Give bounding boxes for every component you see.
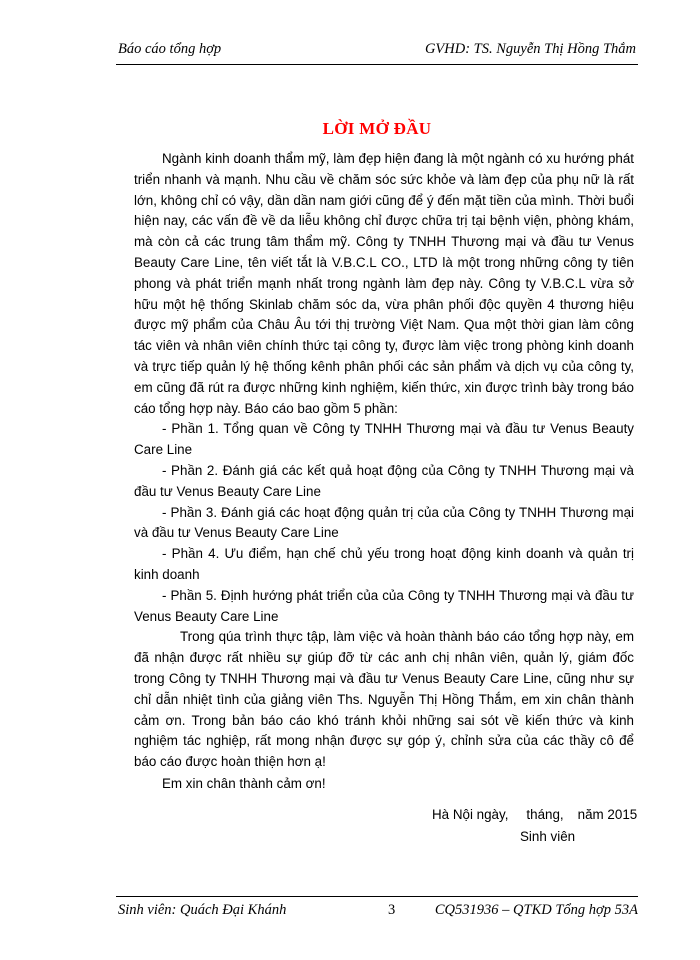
part-2: - Phần 2. Đánh giá các kết quả hoạt động của Công ty TNHH Thương mại và đầu tư Venus Beauty Care Line xyxy=(134,462,634,499)
thanks-paragraph: Trong qúa trình thực tập, làm việc và hoàn thành báo cáo tổng hợp này, em đã nhận được rất nhiều sự giúp đỡ từ các anh chị nhân viên, quản lý, giám đốc trong Công ty TNHH Thương mại và đầu tư Venus Beauty Care Line, cũng như sự chỉ dẫn nhiệt tình của giảng viên Ths. Nguyễn Thị Hồng Thắm, em xin chân thành cảm ơn. Trong bản báo cáo khó tránh khỏi những sai sót về kiến thức và kinh nghiệm tác nghiệp, rất mong nhận được sự góp ý, chỉnh sửa của các thầy cô để báo cáo được hoàn thiện hơn ạ! xyxy=(134,629,634,770)
signature-place-day: Hà Nội ngày, xyxy=(432,807,509,822)
signature-date xyxy=(432,807,637,822)
page-title: LỜI MỞ ĐẦU xyxy=(322,119,432,138)
header-divider xyxy=(116,64,638,65)
intro-paragraph: Ngành kinh doanh thẩm mỹ, làm đẹp hiện đang là một ngành có xu hướng phát triển nhanh và mạnh. Nhu cầu về chăm sóc sức khỏe và làm đẹp của phụ nữ là rất lớn, không chỉ có vậy, dần dần nam giới cũng để ý đến mặt tiền của mình. Thời buổi hiện nay, các vấn đề về da liễu không chỉ được chữa trị tại bệnh viện, phòng khám, mà còn cả các trung tâm thẩm mỹ. Công ty TNHH Thương mại và đầu tư Venus Beauty Care Line, tên viết tắt là V.B.C.L CO., LTD là một trong những công ty tiên phong và phát triển mạnh nhất trong ngành làm đẹp này. Công ty V.B.C.L vừa sở hữu một hệ thống Skinlab chăm sóc da, vừa phân phối độc quyền 4 thương hiệu được mỹ phẩm của Châu Âu tới thị trường Việt Nam. Qua một thời gian làm công tác viên và nhân viên chính thức tại công ty, được làm việc trong phòng kinh doanh và trực tiếp quản lý hệ thống kênh phân phối các sản phẩm và dịch vụ của công ty, em cũng đã rút ra được những kinh nghiệm, kiến thức, xin được trình bày trong báo cáo tổng hợp này. Báo cáo bao gồm 5 phần: xyxy=(134,151,634,416)
signature-month: tháng, xyxy=(526,807,564,822)
header-supervisor: GVHD: TS. Nguyễn Thị Hồng Thắm xyxy=(424,41,636,57)
signature-year: năm 2015 xyxy=(577,807,638,822)
part-5: - Phần 5. Định hướng phát triển của của Công ty TNHH Thương mại và đầu tư Venus Beauty Care Line xyxy=(134,587,634,624)
footer-divider xyxy=(116,896,638,897)
signature-role: Sinh viên xyxy=(520,829,576,844)
header-report-title: Báo cáo tổng hợp xyxy=(118,41,222,57)
page-number: 3 xyxy=(388,902,396,918)
footer-class-code: CQ531936 – QTKD Tổng hợp 53A xyxy=(434,902,638,918)
closing-line: Em xin chân thành cảm ơn! xyxy=(162,775,326,791)
footer-student-name: Sinh viên: Quách Đại Khánh xyxy=(118,902,287,918)
part-3: - Phần 3. Đánh giá các hoạt động quản trị của của Công ty TNHH Thương mại và đầu tư Venus Beauty Care Line xyxy=(134,504,634,541)
document-body xyxy=(134,149,634,795)
part-1: - Phần 1. Tổng quan về Công ty TNHH Thương mại và đầu tư Venus Beauty Care Line xyxy=(134,421,634,458)
part-4: - Phần 4. Ưu điểm, hạn chế chủ yếu trong hoạt động kinh doanh và quản trị kinh doanh xyxy=(134,546,634,582)
